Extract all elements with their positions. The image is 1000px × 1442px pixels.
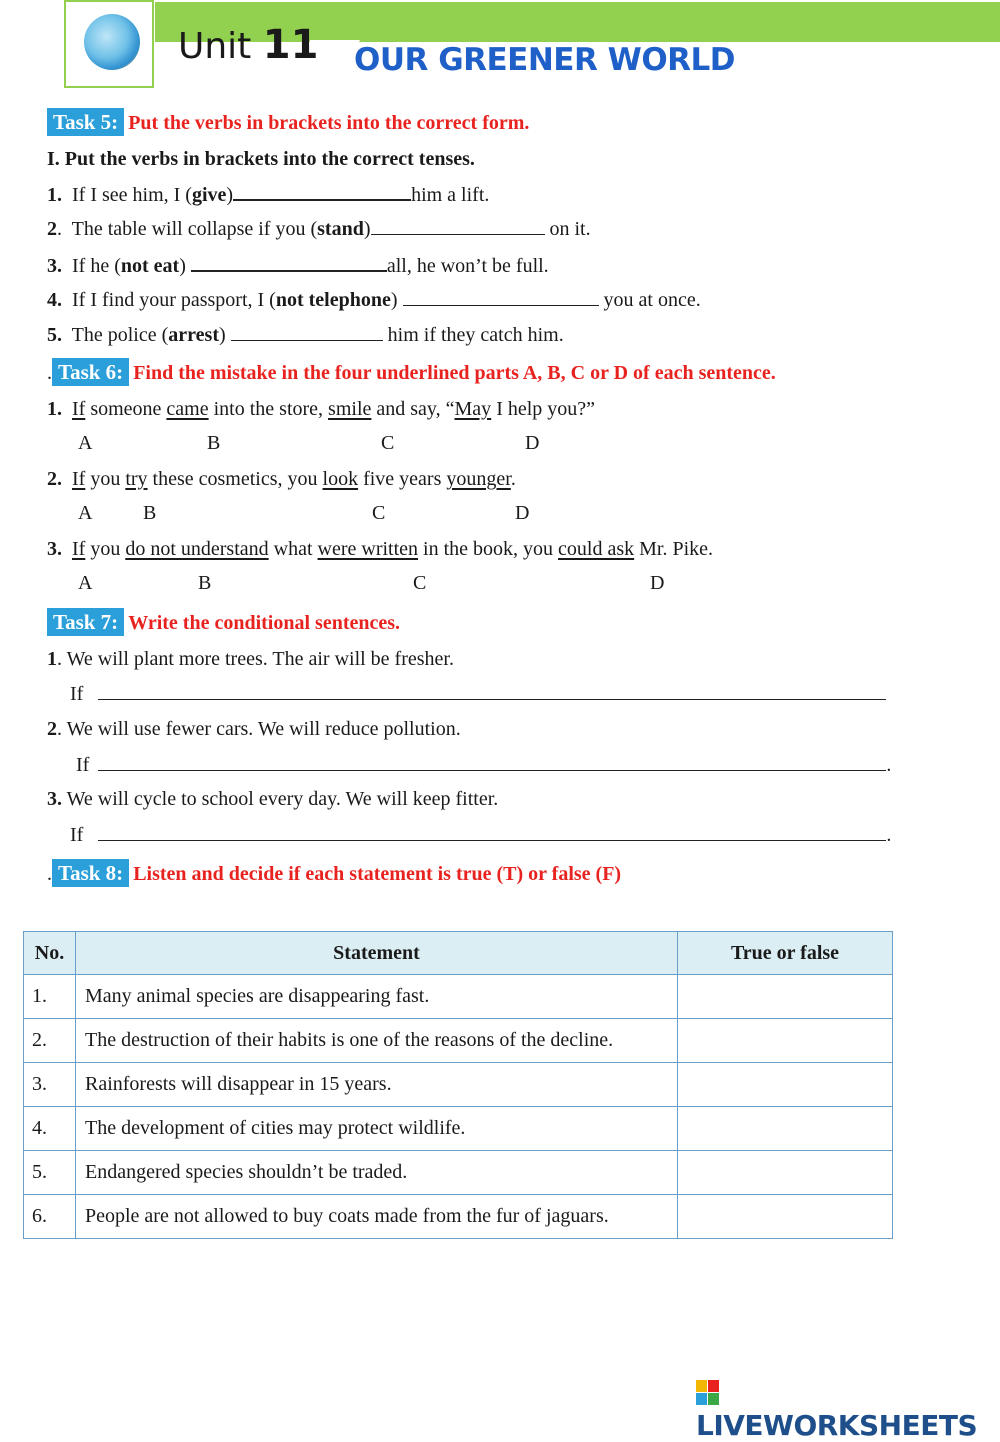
column-header-true-false: True or false bbox=[678, 932, 893, 975]
answer-cell[interactable] bbox=[678, 1019, 893, 1063]
true-false-table bbox=[23, 931, 893, 1239]
table-row bbox=[24, 1063, 893, 1107]
task5-item-2: 2. The table will collapse if you (stand) on it. bbox=[47, 218, 591, 240]
liveworksheets-logo-icon bbox=[696, 1380, 720, 1406]
task5-item-5: 5. The police (arrest) him if they catch him. bbox=[47, 324, 564, 346]
answer-blank[interactable] bbox=[191, 252, 387, 272]
task7-item-3: 3. We will cycle to school every day. We will keep fitter. bbox=[47, 788, 499, 810]
task7-answer-1: If bbox=[70, 681, 886, 706]
task7-answer-3: If . bbox=[70, 824, 892, 846]
option-d[interactable]: D bbox=[650, 572, 665, 594]
row-statement: The destruction of their habits is one of the reasons of the decline. bbox=[76, 1019, 678, 1063]
task5-item-3: 3. If he (not eat) all, he won’t be full. bbox=[47, 252, 549, 278]
task5-item-1: 1. If I see him, I (give) him a lift. bbox=[47, 181, 489, 207]
table-row bbox=[24, 1151, 893, 1195]
row-statement: Rainforests will disappear in 15 years. bbox=[76, 1063, 678, 1107]
option-b[interactable]: B bbox=[198, 572, 212, 594]
row-number: 2. bbox=[24, 1019, 76, 1063]
task7-item-2: 2. We will use fewer cars. We will reduce pollution. bbox=[47, 718, 461, 740]
option-d[interactable]: D bbox=[525, 432, 540, 454]
row-number: 6. bbox=[24, 1195, 76, 1239]
option-c[interactable]: C bbox=[381, 432, 395, 454]
option-a[interactable]: A bbox=[78, 502, 93, 524]
option-a[interactable]: A bbox=[78, 432, 93, 454]
task6-heading: . Task 6: Find the mistake in the four underlined parts A, B, C or D of each sentence. bbox=[47, 360, 776, 384]
task6-label: Task 6: bbox=[52, 358, 129, 386]
liveworksheets-brand: LIVEWORKSHEETS bbox=[696, 1376, 1000, 1442]
column-header-no: No. bbox=[24, 932, 76, 975]
answer-cell[interactable] bbox=[678, 1107, 893, 1151]
table-row bbox=[24, 975, 893, 1019]
task6-question-3: 3. If you do not understand what were written in the book, you could ask Mr. Pike. bbox=[47, 538, 714, 560]
row-number: 3. bbox=[24, 1063, 76, 1107]
answer-blank[interactable] bbox=[231, 322, 383, 341]
task8-label: Task 8: bbox=[52, 859, 129, 887]
option-c[interactable]: C bbox=[372, 502, 386, 524]
row-statement: The development of cities may protect wildlife. bbox=[76, 1107, 678, 1151]
answer-blank[interactable] bbox=[371, 216, 545, 235]
task5-title: Put the verbs in brackets into the correct form. bbox=[128, 112, 530, 134]
row-statement: Endangered species shouldn’t be traded. bbox=[76, 1151, 678, 1195]
row-statement: Many animal species are disappearing fast. bbox=[76, 975, 678, 1019]
task8-heading: . Task 8: Listen and decide if each statement is true (T) or false (F) bbox=[47, 861, 622, 885]
row-number: 5. bbox=[24, 1151, 76, 1195]
unit-logo bbox=[64, 0, 154, 88]
option-d[interactable]: D bbox=[515, 502, 530, 524]
task5-subheading: I. Put the verbs in brackets into the correct tenses. bbox=[47, 148, 475, 170]
task5-label: Task 5: bbox=[47, 108, 124, 136]
table-row bbox=[24, 1019, 893, 1063]
answer-blank[interactable] bbox=[233, 181, 411, 201]
answer-blank[interactable] bbox=[403, 287, 599, 306]
task7-heading bbox=[47, 608, 400, 636]
task7-title: Write the conditional sentences. bbox=[128, 612, 401, 634]
task6-question-1: 1. If someone came into the store, smile and say, “May I help you?” bbox=[47, 398, 596, 420]
option-b[interactable]: B bbox=[143, 502, 157, 524]
task6-question-2: 2. If you try these cosmetics, you look five years younger. bbox=[47, 468, 516, 490]
table-row bbox=[24, 1107, 893, 1151]
option-a[interactable]: A bbox=[78, 572, 93, 594]
answer-cell[interactable] bbox=[678, 1151, 893, 1195]
task7-answer-2: If . bbox=[76, 754, 892, 776]
answer-blank[interactable] bbox=[98, 822, 886, 841]
page-title: OUR GREENER WORLD bbox=[354, 42, 736, 78]
task6-title: Find the mistake in the four underlined parts A, B, C or D of each sentence. bbox=[133, 362, 776, 384]
table-row bbox=[24, 1195, 893, 1239]
option-c[interactable]: C bbox=[413, 572, 427, 594]
answer-blank[interactable] bbox=[98, 681, 886, 700]
table-header-row bbox=[24, 932, 893, 975]
answer-blank[interactable] bbox=[98, 752, 886, 771]
globe-sunflower-logo-icon bbox=[84, 14, 140, 70]
task8-title: Listen and decide if each statement is true (T) or false (F) bbox=[133, 863, 622, 885]
column-header-statement: Statement bbox=[76, 932, 678, 975]
answer-cell[interactable] bbox=[678, 1063, 893, 1107]
row-number: 1. bbox=[24, 975, 76, 1019]
task5-item-4: 4. If I find your passport, I (not telephone) you at once. bbox=[47, 289, 701, 311]
answer-cell[interactable] bbox=[678, 1195, 893, 1239]
answer-cell[interactable] bbox=[678, 975, 893, 1019]
unit-label: Unit 11 bbox=[178, 22, 319, 68]
row-statement: People are not allowed to buy coats made from the fur of jaguars. bbox=[76, 1195, 678, 1239]
task5-heading bbox=[47, 108, 529, 136]
row-number: 4. bbox=[24, 1107, 76, 1151]
task7-label: Task 7: bbox=[47, 608, 124, 636]
task7-item-1: 1. We will plant more trees. The air will be fresher. bbox=[47, 648, 454, 670]
option-b[interactable]: B bbox=[207, 432, 221, 454]
